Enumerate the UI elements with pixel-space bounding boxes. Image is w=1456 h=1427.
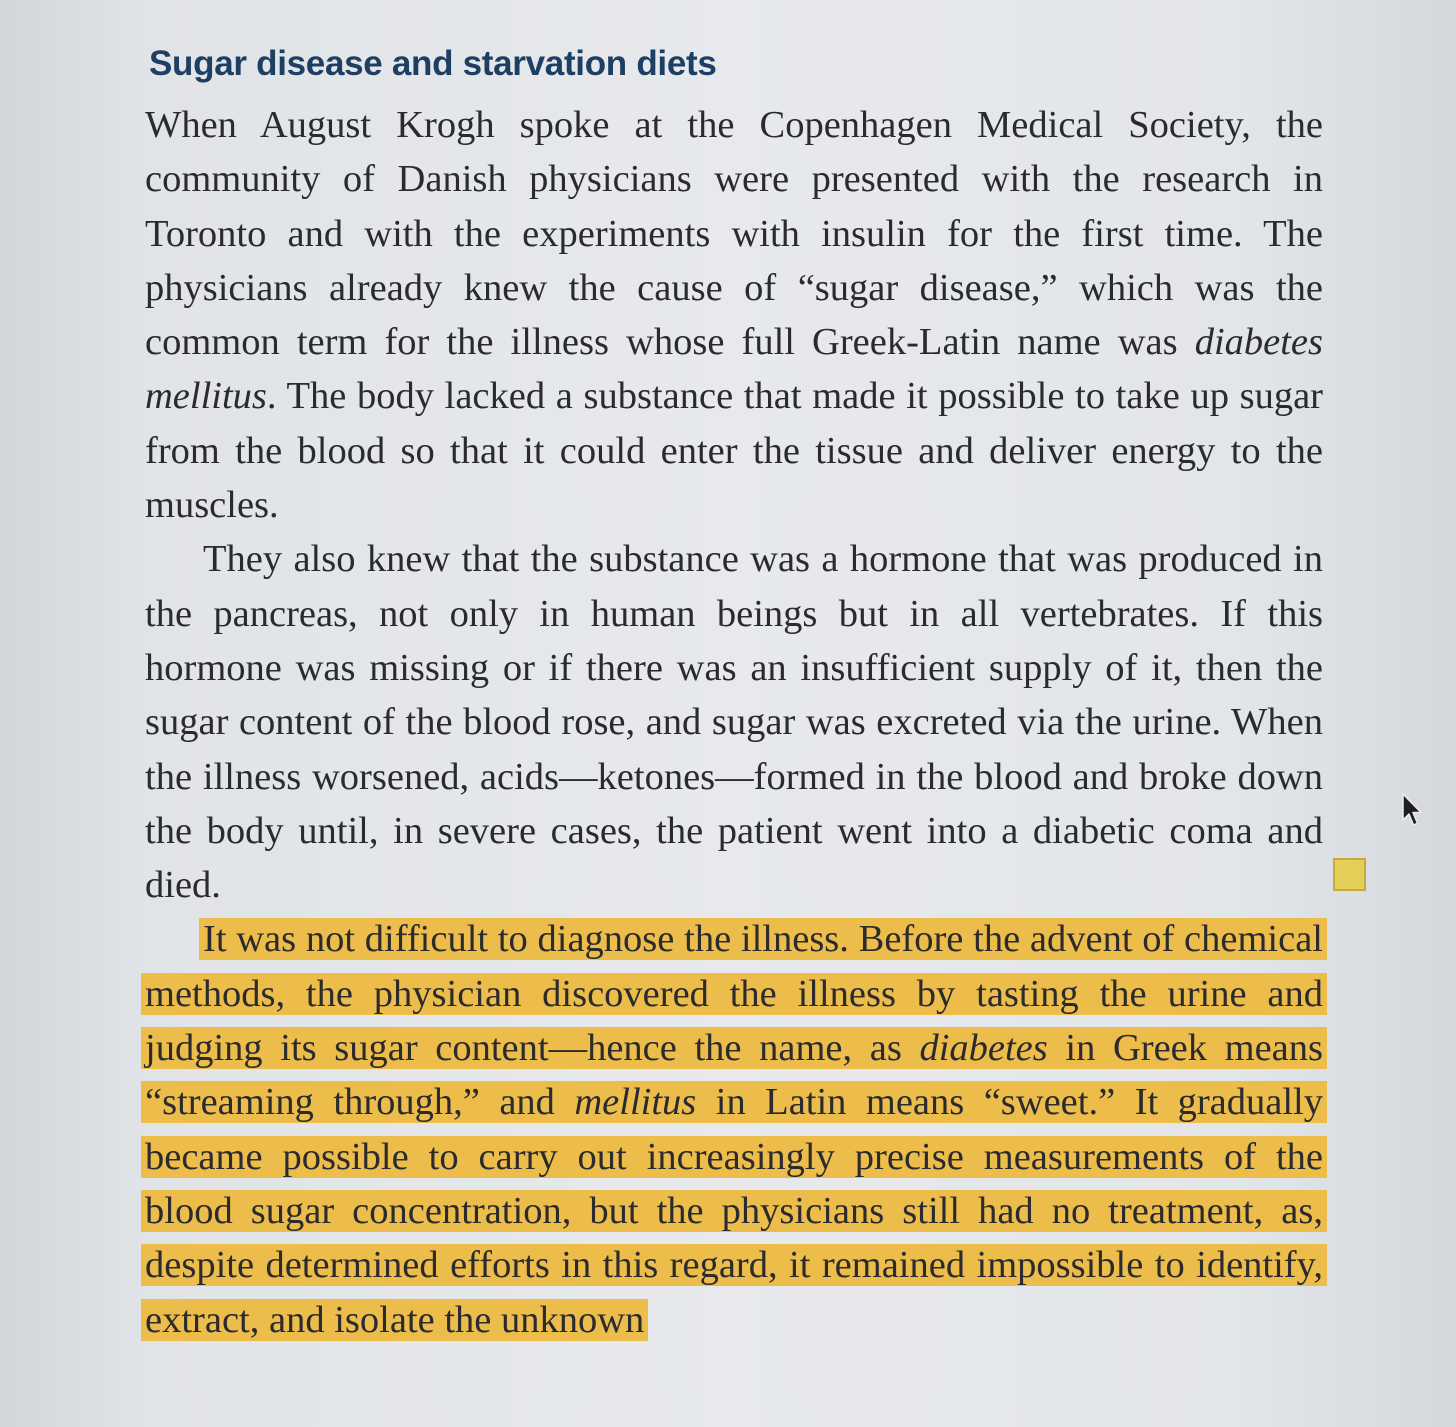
mouse-pointer-icon	[1401, 793, 1425, 829]
paragraph-1[interactable]	[145, 98, 1323, 532]
section-heading: Sugar disease and starvation diets	[149, 44, 717, 83]
p3-text-c: in Latin means “sweet.” It gradually became possible to carry out increasingly precise measurements of the blood sugar concentration, but the physicians still had no treatment, as, despite determined efforts in this regard, it remained impossible to identify, extract, and isolate the unknown	[145, 1081, 1323, 1341]
paragraph-2[interactable]: They also knew that the substance was a hormone that was produced in the pancreas, not only in human beings but in all vertebrates. If this hormone was missing or if there was an insufficient supply of it, then the sugar content of the blood rose, and sugar was excreted via the urine. When the illness worsened, acids—ketones—formed in the blood and broke down the body until, in severe cases, the patient went into a diabetic coma and died.	[145, 538, 1323, 907]
p1-italic-term: diabetes mellitus	[145, 321, 1323, 418]
p3-italic-mellitus: mellitus	[574, 1081, 697, 1124]
paragraph-3-highlighted[interactable]	[145, 912, 1323, 1346]
p1-text-a: When August Krogh spoke at the Copenhagen Medical Society, the community of Danish physicians were presented with the research in Toronto and with the experiments with insulin for the first time. The physicians already knew the cause of “sugar disease,” which was the common term for the illness whose full Greek-Latin name was	[145, 104, 1323, 364]
highlight-annotation[interactable]	[141, 918, 1327, 1340]
p3-text-a: It was not difficult to diagnose the illness. Before the advent of chemical methods, the physician discovered the illness by tasting the urine and judging its sugar content—hence the name, as	[145, 918, 1323, 1070]
body-text	[145, 98, 1323, 1347]
note-marker-icon[interactable]	[1333, 858, 1366, 891]
p3-text-b: in Greek means “streaming through,” and	[145, 1027, 1323, 1124]
p3-italic-diabetes: diabetes	[919, 1027, 1048, 1070]
p1-text-b: . The body lacked a substance that made it possible to take up sugar from the blood so that it could enter the tissue and deliver energy to the muscles.	[145, 375, 1323, 527]
